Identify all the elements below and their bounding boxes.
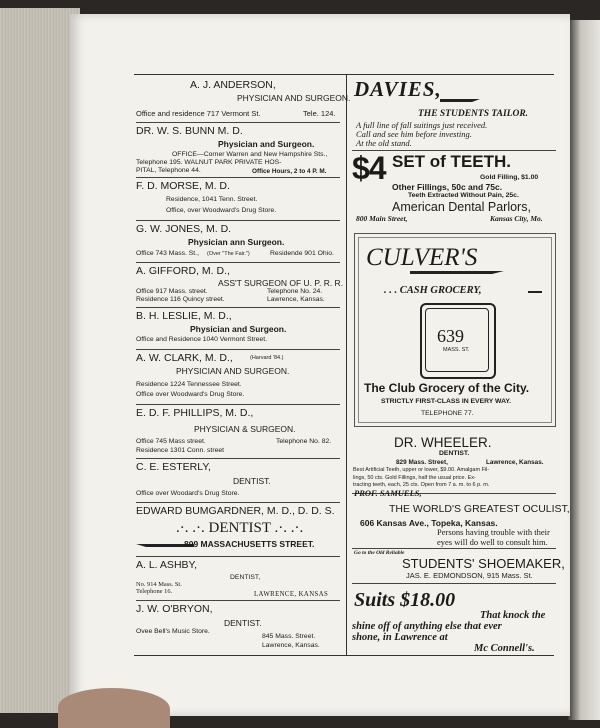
ad-line: No. 914 Mass. St. xyxy=(136,581,182,588)
ad-line: OFFICE—Corner Warren and New Hampshire Sts., xyxy=(172,151,328,158)
ad-parlors: American Dental Parlors, xyxy=(392,200,531,214)
ad-name: DR. W. S. BUNN M. D. xyxy=(136,125,243,137)
ad-office: Office 917 Mass. street. xyxy=(136,288,208,295)
ad-title: PHYSICIAN AND SURGEON. xyxy=(237,93,351,103)
ad-title: .·. .·. DENTIST .·. .·. xyxy=(176,520,304,536)
ad-name: PROF. SAMUELS, xyxy=(354,488,422,498)
divider xyxy=(136,404,340,405)
thumb xyxy=(58,688,170,728)
ad-name: DAVIES, xyxy=(354,77,442,101)
divider xyxy=(136,177,340,178)
divider xyxy=(136,556,340,557)
ad-title: DENTIST, xyxy=(230,574,261,581)
ad-line: Gold Filling, $1.00 xyxy=(480,174,539,181)
divider xyxy=(136,600,340,601)
ad-title: THE WORLD'S GREATEST OCULIST, xyxy=(389,503,570,515)
ad-title: Physician ann Surgeon. xyxy=(188,237,285,247)
ad-line: Best Artificial Teeth, upper or lower, $9.00. Amalgam Fil- xyxy=(353,467,490,473)
ad-residence: Residence 116 Quincy street. xyxy=(136,296,225,303)
divider xyxy=(352,583,556,584)
ad-line: Lawrence, Kansas. xyxy=(262,642,320,649)
ad-line: Other Fillings, 50c and 75c. xyxy=(392,182,503,192)
ad-name: J. W. O'BRYON, xyxy=(136,603,213,615)
ad-line: PITAL, Telephone 44. xyxy=(136,167,201,174)
ad-tele: Telephone No. 24. xyxy=(267,288,323,295)
ad-note: (Over "The Fair.") xyxy=(207,251,250,257)
ad-title: PHYSICIAN & SURGEON. xyxy=(194,424,296,434)
ad-hours: Office Hours, 2 to 4 P. M. xyxy=(252,168,327,175)
ad-title: PHYSICIAN AND SURGEON. xyxy=(176,366,290,376)
ad-line: Ovee Bell's Music Store. xyxy=(136,628,210,635)
ad-name: EDWARD BUMGARDNER, M. D., D. D. S. xyxy=(136,505,335,517)
ad-line: At the old stand. xyxy=(356,138,412,148)
ad-tele: Telephone No. 82. xyxy=(276,438,332,445)
divider xyxy=(136,122,340,123)
street-name: MASS. ST. xyxy=(443,347,470,353)
ad-name: F. D. MORSE, M. D. xyxy=(136,180,230,192)
ad-name: STUDENTS' SHOEMAKER, xyxy=(402,556,565,571)
ad-address: 829 Mass. Street, xyxy=(396,459,448,466)
ad-line: Residence, 1041 Tenn. Street. xyxy=(166,196,258,203)
bottom-rule xyxy=(134,655,554,656)
divider xyxy=(136,262,340,263)
street-number: 639 xyxy=(437,326,464,346)
ad-line: shine off of anything else that ever xyxy=(352,621,502,632)
ad-line: shone, in Lawrence at xyxy=(352,632,448,643)
ad-name: A. W. CLARK, M. D., xyxy=(136,352,233,364)
divider xyxy=(136,349,340,350)
ad-line: Residence 1224 Tennessee Street. xyxy=(136,381,242,388)
ad-title: DENTIST. xyxy=(233,476,271,486)
divider xyxy=(136,502,340,503)
ad-address: Office and residence 717 Vermont St. xyxy=(136,109,261,118)
ad-line: eyes will do well to consult him. xyxy=(437,537,548,547)
ad-address: 800 Main Street, xyxy=(356,214,408,223)
ad-line: Office, over Woodward's Drug Store. xyxy=(166,207,277,214)
ad-address: Office over Woodard's Drug Store. xyxy=(136,490,240,497)
ad-city: Lawrence, Kansas. xyxy=(267,296,325,303)
ad-line: Persons having trouble with their xyxy=(437,527,550,537)
ad-tele: Tele. 124. xyxy=(303,109,336,118)
divider xyxy=(352,548,556,549)
ad-office: Office 743 Mass. St., xyxy=(136,250,199,257)
swash xyxy=(528,291,542,293)
ad-line: Mc Connell's. xyxy=(474,643,535,654)
ad-name: C. E. ESTERLY, xyxy=(136,461,211,473)
divider xyxy=(136,307,340,308)
ad-name: A. GIFFORD, M. D., xyxy=(136,265,230,277)
ad-title: DENTIST. xyxy=(439,450,470,457)
ad-address: Office and Residence 1040 Vermont Street. xyxy=(136,336,267,343)
ad-tagline: The Club Grocery of the City. xyxy=(364,381,530,395)
ad-line: Office over Woodward's Drug Store. xyxy=(136,391,245,398)
top-rule xyxy=(134,74,554,75)
ad-note: (Harvard '84.) xyxy=(250,355,284,361)
ad-address: 606 Kansas Ave., Topeka, Kansas. xyxy=(360,518,498,528)
ad-title: Physician and Surgeon. xyxy=(218,139,315,149)
ad-owner: JAS. E. EDMONDSON, 915 Mass. St. xyxy=(406,571,533,580)
ad-line: 845 Mass. Street. xyxy=(262,633,316,640)
ad-line: Telephone 195. WALNUT PARK PRIVATE HOS- xyxy=(136,159,282,166)
ad-title: ASS'T SURGEON OF U. P. R. R. xyxy=(218,278,344,288)
divider xyxy=(136,458,340,459)
ad-residence: Residence 1301 Conn. street xyxy=(136,447,225,454)
ad-name: A. J. ANDERSON, xyxy=(190,79,276,91)
ad-office: Office 745 Mass street. xyxy=(136,438,206,445)
ad-name: E. D. F. PHILLIPS, M. D., xyxy=(136,407,254,419)
ad-intro: Go to the Old Reliable xyxy=(354,550,405,556)
ad-name: A. L. ASHBY, xyxy=(136,559,198,571)
ad-city: LAWRENCE, KANSAS xyxy=(254,591,329,598)
ad-address: 809 MASSACHUSETTS STREET. xyxy=(184,539,315,549)
ad-line: Call and see him before investing. xyxy=(356,129,472,139)
ad-sub: THE STUDENTS TAILOR. xyxy=(418,109,529,119)
ad-name: B. H. LESLIE, M. D., xyxy=(136,310,232,322)
ad-city: Kansas City, Mo. xyxy=(490,214,543,223)
ad-city: Lawrence, Kansas. xyxy=(486,459,544,466)
ad-price: $4 xyxy=(352,150,386,186)
ad-headline: SET of TEETH. xyxy=(392,152,511,171)
ad-title: DENTIST. xyxy=(224,618,262,628)
ad-name: G. W. JONES, M. D. xyxy=(136,223,232,235)
ad-title: Physician and Surgeon. xyxy=(190,324,287,334)
ad-headline: Suits $18.00 xyxy=(354,589,456,611)
book-page-edges xyxy=(0,8,80,713)
ad-residence: Residende 901 Ohio. xyxy=(270,250,334,257)
ad-line: lings, 50 cts. Gold Fillings, half the usual price. Ex- xyxy=(353,475,476,481)
swash xyxy=(440,99,480,102)
column-divider xyxy=(346,74,347,656)
ad-name: CULVER'S xyxy=(366,244,478,271)
ad-sub: . . . CASH GROCERY, xyxy=(384,285,482,296)
ad-line: STRICTLY FIRST-CLASS IN EVERY WAY. xyxy=(381,398,512,405)
ad-line: A full line of fall suitings just received. xyxy=(356,120,488,130)
divider xyxy=(136,220,340,221)
ad-phone: TELEPHONE 77. xyxy=(421,410,474,417)
swash xyxy=(410,271,504,274)
ad-line: That knock the xyxy=(480,610,546,621)
ad-line: Teeth Extracted Without Pain, 25c. xyxy=(408,192,519,199)
ad-name: DR. WHEELER. xyxy=(394,435,492,450)
ad-line: Telephone 16. xyxy=(136,588,173,595)
ad-line: tracting teeth, each, 25 cts. Open from 7 a. m. to 6 p. m. xyxy=(353,482,490,488)
book-right-edge xyxy=(568,20,600,720)
